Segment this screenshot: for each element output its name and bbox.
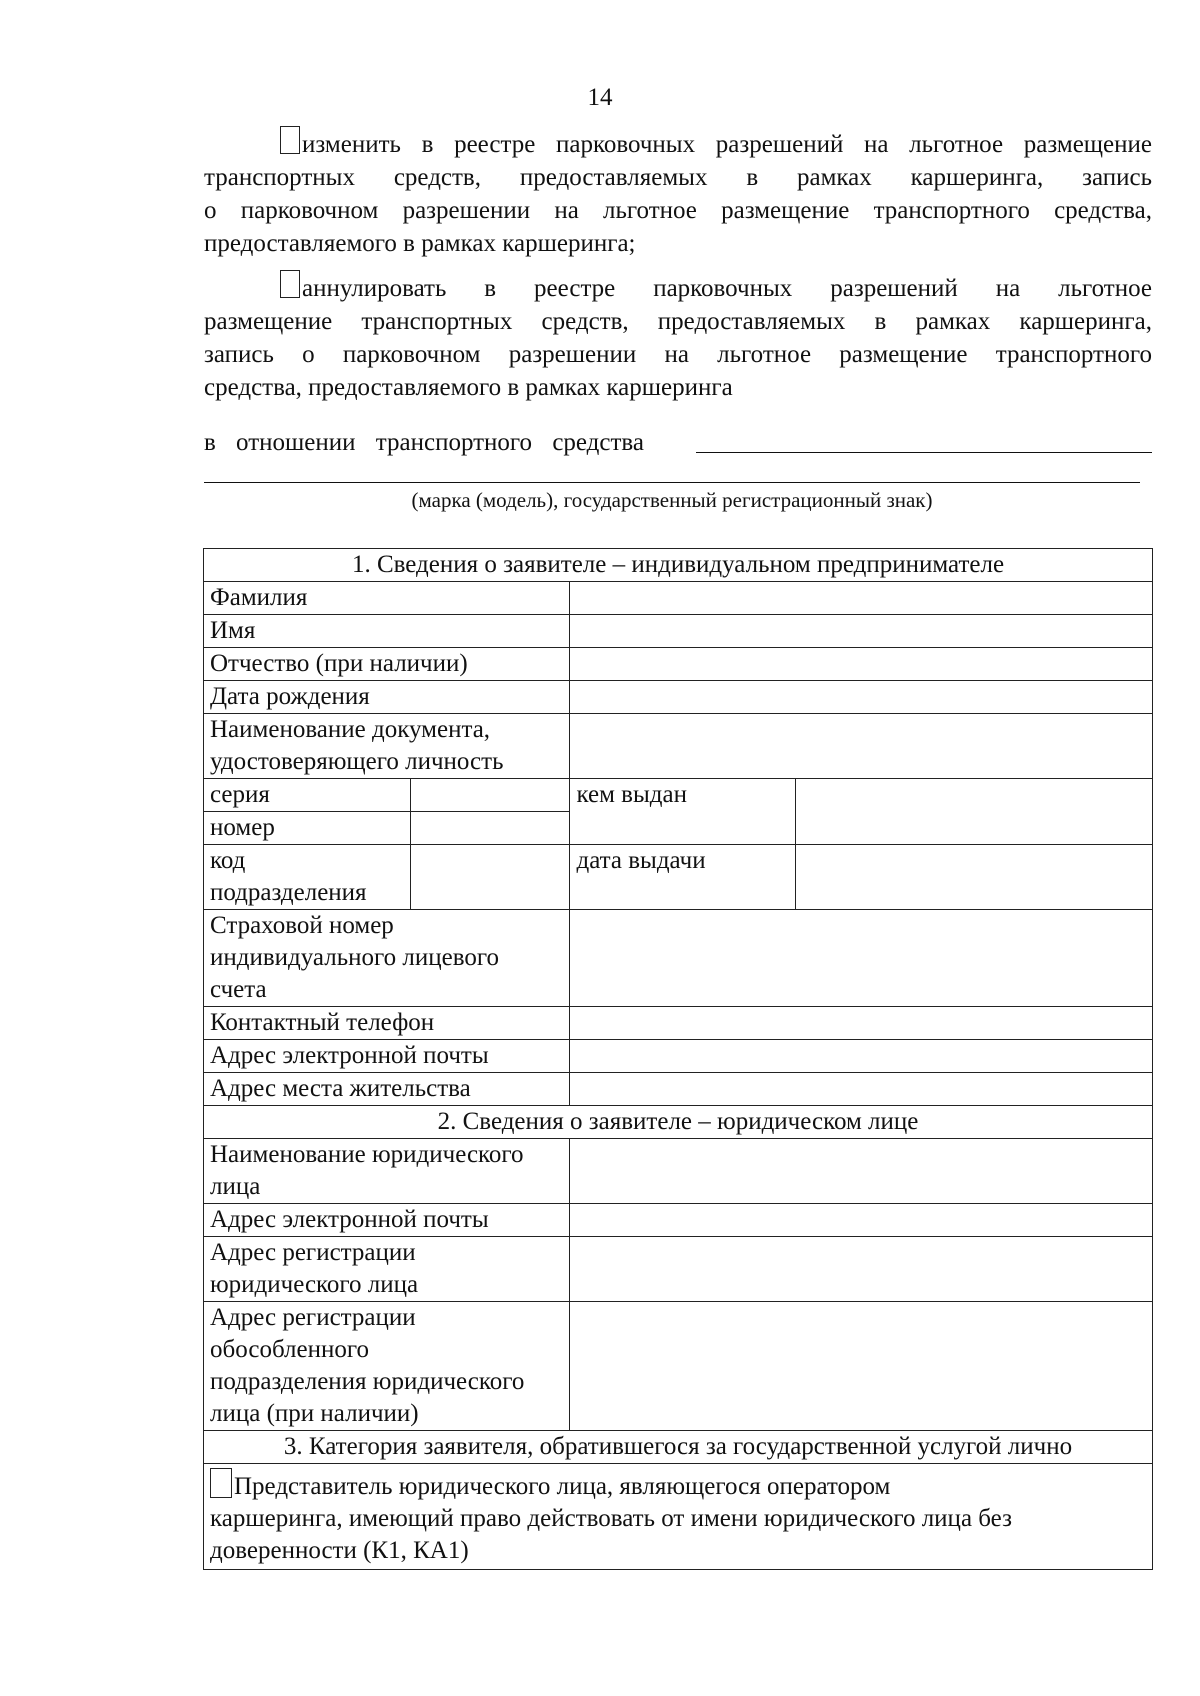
option-change-line: транспортных средств, предоставляемых в рамках каршеринга, запись <box>204 164 1152 191</box>
annul-checkbox[interactable] <box>280 270 300 298</box>
page-number: 14 <box>587 84 613 111</box>
series-input[interactable] <box>410 779 570 812</box>
option-change <box>204 126 1152 260</box>
change-checkbox[interactable] <box>280 126 300 154</box>
option-annul <box>204 270 1152 404</box>
field-label: Адрес электронной почты <box>204 1204 570 1237</box>
id-document-input[interactable] <box>570 714 1153 779</box>
field-label: код подразделения <box>204 845 411 910</box>
field-label: Отчество (при наличии) <box>204 648 570 681</box>
option-change-line: изменить в реестре парковочных разрешений на льготное размещение <box>302 131 1152 158</box>
option-annul-line: аннулировать в реестре парковочных разрешений на льготное <box>302 275 1152 302</box>
patronymic-input[interactable] <box>570 648 1153 681</box>
field-label: Страховой номер индивидуального лицевого счета <box>204 910 570 1007</box>
issued-by-input[interactable] <box>796 779 1153 845</box>
section-1-title: 1. Сведения о заявителе – индивидуальном предпринимателе <box>204 549 1153 582</box>
table-row <box>204 1431 1153 1464</box>
reg-address-input[interactable] <box>570 1237 1153 1302</box>
residence-input[interactable] <box>570 1073 1153 1106</box>
email-input[interactable] <box>570 1040 1153 1073</box>
field-label: Адрес регистрации юридического лица <box>204 1237 570 1302</box>
table-row <box>204 910 1153 1007</box>
branch-address-input[interactable] <box>570 1302 1153 1431</box>
table-row <box>204 582 1153 615</box>
option-change-line: предоставляемого в рамках каршеринга; <box>204 230 636 257</box>
field-label: Дата рождения <box>204 681 570 714</box>
applicant-form-table <box>203 548 1153 1570</box>
table-row <box>204 1073 1153 1106</box>
field-label: дата выдачи <box>570 845 796 910</box>
org-name-input[interactable] <box>570 1139 1153 1204</box>
table-row <box>204 1464 1153 1570</box>
section-2-title: 2. Сведения о заявителе – юридическом лице <box>204 1106 1153 1139</box>
field-label: Имя <box>204 615 570 648</box>
table-row <box>204 648 1153 681</box>
number-input[interactable] <box>410 812 570 845</box>
table-row <box>204 845 1153 910</box>
table-row <box>204 681 1153 714</box>
table-row <box>204 1237 1153 1302</box>
table-row <box>204 1302 1153 1431</box>
field-label: Адрес электронной почты <box>204 1040 570 1073</box>
issue-date-input[interactable] <box>796 845 1153 910</box>
table-row <box>204 1007 1153 1040</box>
category-checkbox[interactable] <box>210 1468 232 1498</box>
option-annul-line: средства, предоставляемого в рамках каршеринга <box>204 374 733 401</box>
table-row <box>204 714 1153 779</box>
birth-date-input[interactable] <box>570 681 1153 714</box>
field-label: Контактный телефон <box>204 1007 570 1040</box>
option-change-line: о парковочном разрешении на льготное размещение транспортного средства, <box>204 197 1152 224</box>
category-option: Представитель юридического лица, являющегося оператором каршеринга, имеющий право действовать от имени юридического лица без доверенности (К1, КА1) <box>204 1464 1153 1570</box>
section-3-title: 3. Категория заявителя, обратившегося за государственной услугой лично <box>204 1431 1153 1464</box>
field-label: Адрес регистрации обособленного подразделения юридического лица (при наличии) <box>204 1302 570 1431</box>
table-row <box>204 1204 1153 1237</box>
field-label: Наименование документа, удостоверяющего личность <box>204 714 570 779</box>
vehicle-input-line-2[interactable] <box>204 482 1140 483</box>
vehicle-input-line[interactable] <box>696 452 1152 453</box>
field-label: серия <box>204 779 411 812</box>
table-row <box>204 1139 1153 1204</box>
field-label: Адрес места жительства <box>204 1073 570 1106</box>
option-annul-line: запись о парковочном разрешении на льготное размещение транспортного <box>204 341 1152 368</box>
table-row <box>204 549 1153 582</box>
surname-input[interactable] <box>570 582 1153 615</box>
org-email-input[interactable] <box>570 1204 1153 1237</box>
field-label: Фамилия <box>204 582 570 615</box>
table-row <box>204 615 1153 648</box>
field-label: кем выдан <box>570 779 796 845</box>
table-row <box>204 1040 1153 1073</box>
table-row <box>204 1106 1153 1139</box>
phone-input[interactable] <box>570 1007 1153 1040</box>
snils-input[interactable] <box>570 910 1153 1007</box>
name-input[interactable] <box>570 615 1153 648</box>
field-label: номер <box>204 812 411 845</box>
field-label: Наименование юридического лица <box>204 1139 570 1204</box>
table-row <box>204 779 1153 812</box>
vehicle-caption: (марка (модель), государственный регистрационный знак) <box>411 488 933 512</box>
subdivision-code-input[interactable] <box>410 845 570 910</box>
option-annul-line: размещение транспортных средств, предоставляемых в рамках каршеринга, <box>204 308 1152 335</box>
vehicle-label: в отношении транспортного средства <box>204 429 644 456</box>
